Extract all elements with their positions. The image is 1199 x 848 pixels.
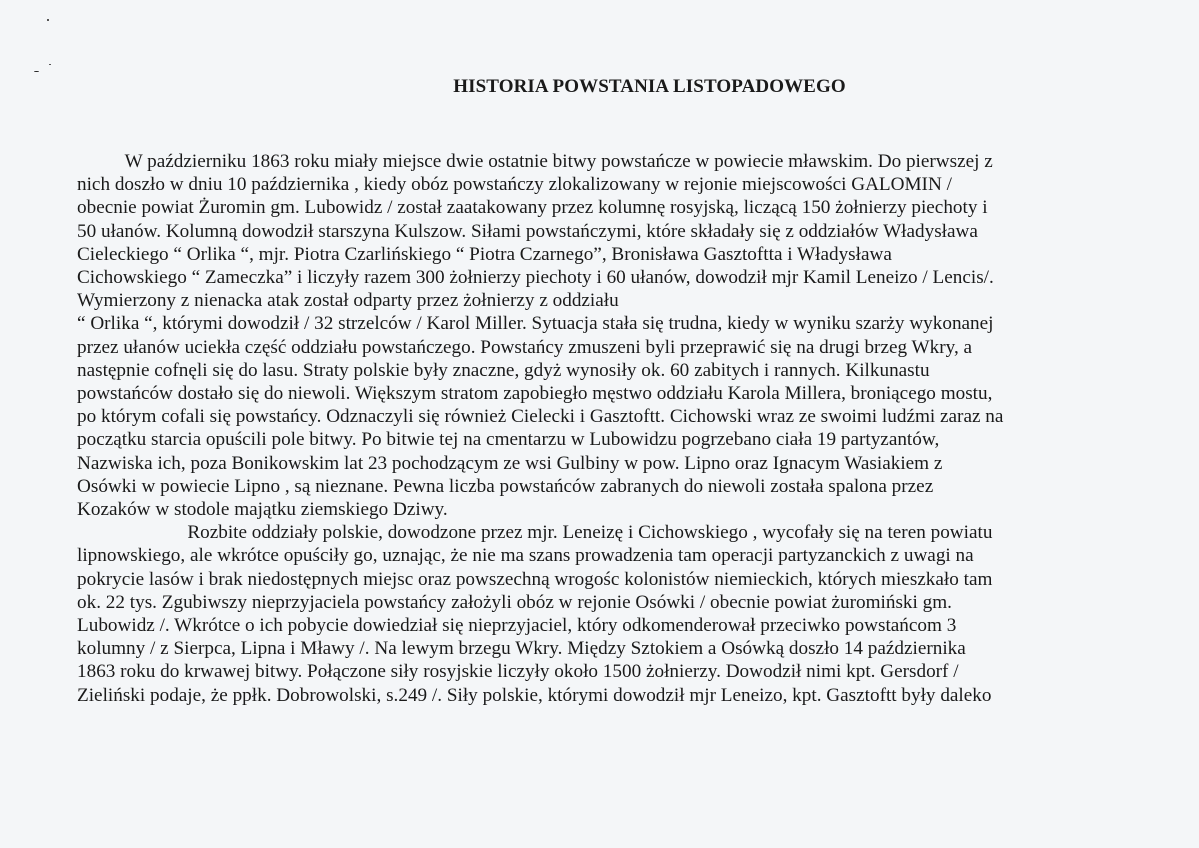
text-line: obecnie powiat Żuromin gm. Lubowidz / został zaatakowany przez kolumnę rosyjską, liczącą 150 żołnierzy piechoty i [77,197,988,219]
text-line: Lubowidz /. Wkrótce o ich pobycie dowiedział się nieprzyjaciel, który odkomenderował przeciwko powstańcom 3 [77,615,957,637]
text-line: kolumny / z Sierpca, Lipna i Mławy /. Na lewym brzegu Wkry. Między Sztokiem a Osówką doszło 14 października [77,638,966,660]
text-line: przez ułanów uciekła część oddziału powstańczego. Powstańcy zmuszeni byli przeprawić się na drugi brzeg Wkry, a [77,336,973,358]
text-line: pokrycie lasów i brak niedostępnych miejsc oraz powszechną wrogośc kolonistów niemieckich, których mieszkało tam [77,568,993,590]
text-line: Osówki w powiecie Lipno , są nieznane. Pewna liczba powstańców zabranych do niewoli została spalona przez [77,475,934,497]
document-body [77,150,1192,707]
text-line: W październiku 1863 roku miały miejsce dwie ostatnie bitwy powstańcze w powiecie mławskim. Do pierwszej z [77,151,993,172]
text-line: Cieleckiego “ Orlika “, mjr. Piotra Czarlińskiego “ Piotra Czarnego”, Bronisława Gasztoftta i Władysława [77,243,892,265]
scan-speck [34,71,39,72]
text-line: ok. 22 tys. Zgubiwszy nieprzyjaciela powstańcy założyli obóz w rejonie Osówki / obecnie powiat żuromiński gm. [77,591,952,613]
text-line: 50 ułanów. Kolumną dowodził starszyna Kulszow. Siłami powstańczymi, które składały się z oddziałów Władysława [77,220,978,242]
text-line: Zieliński podaje, że ppłk. Dobrowolski, s.249 /. Siły polskie, którymi dowodził mjr Leneizo, kpt. Gasztoftt były daleko [77,684,992,706]
text-line: następnie cofnęli się do lasu. Straty polskie były znaczne, gdyż wynosiły ok. 60 zabitych i rannych. Kilkunastu [77,359,930,381]
document-title: HISTORIA POWSTANIA LISTOPADOWEGO [453,76,846,97]
text-line: Wymierzony z nienacka atak został odparty przez żołnierzy z oddziału [77,290,619,312]
text-line: nich doszło w dniu 10 października , kiedy obóz powstańczy zlokalizowany w rejonie miejscowości GALOMIN / [77,174,952,196]
text-line: powstańców dostało się do niewoli. Większym stratom zapobiegło męstwo oddziału Karola Millera, broniącego mostu, [77,383,993,405]
text-line: Rozbite oddziały polskie, dowodzone przez mjr. Leneizę i Cichowskiego , wycofały się na teren powiatu [77,522,993,544]
text-line: 1863 roku do krwawej bitwy. Połączone siły rosyjskie liczyły około 1500 żołnierzy. Dowodził nimi kpt. Gersdorf / [77,661,959,683]
text-line: po którym cofali się powstańcy. Odznaczyli się również Cielecki i Gasztoftt. Cichowski wraz ze swoimi ludźmi zaraz na [77,406,1004,428]
text-line: początku starcia opuścili pole bitwy. Po bitwie tej na cmentarzu w Lubowidzu pogrzebano ciała 19 partyzantów, [77,429,940,451]
text-line: Cichowskiego “ Zameczka” i liczyły razem 300 żołnierzy piechoty i 60 ułanów, dowodził mjr Kamil Leneizo / Lencis/. [77,267,994,289]
scan-speck [47,19,49,21]
scan-speck [49,64,51,65]
text-line: Nazwiska ich, poza Bonikowskim lat 23 pochodzącym ze wsi Gulbiny w pow. Lipno oraz Ignacym Wasiakiem z [77,452,943,474]
text-line: Kozaków w stodole majątku ziemskiego Dziwy. [77,499,448,521]
text-line: lipnowskiego, ale wkrótce opuściły go, uznając, że nie ma szans prowadzenia tam operacji partyzanckich z uwagi na [77,545,974,567]
text-line: “ Orlika “, którymi dowodził / 32 strzelców / Karol Miller. Sytuacja stała się trudna, kiedy w wyniku szarży wykonanej [77,313,994,335]
